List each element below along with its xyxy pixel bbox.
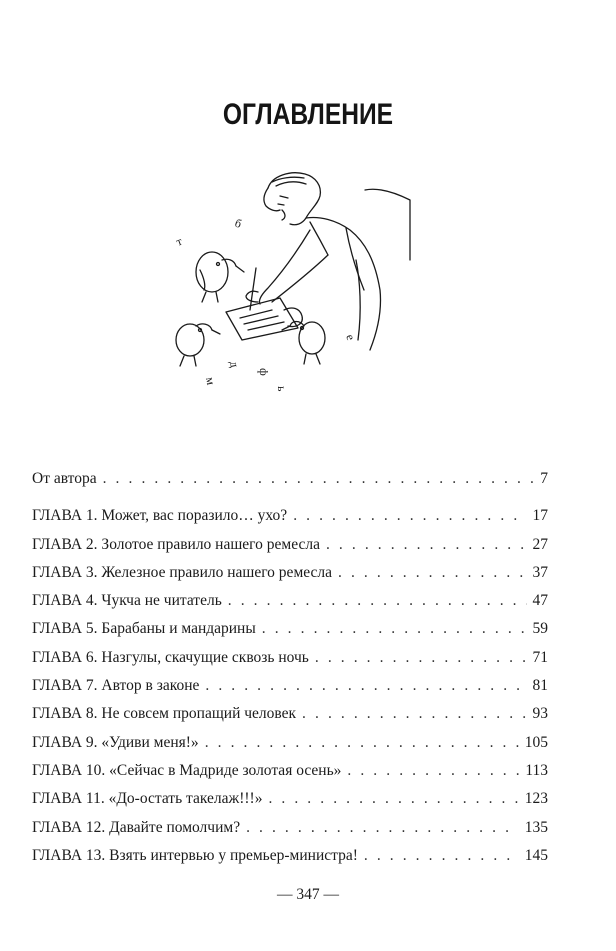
writer-with-birds-illustration: [160, 160, 420, 400]
toc-leader-dots: [364, 842, 519, 870]
toc-entry[interactable]: [32, 559, 548, 587]
toc-leader-dots: [293, 502, 526, 530]
letter-soft-sign: ь: [275, 386, 289, 392]
toc-leader-dots: [103, 465, 535, 493]
letter-te: т: [174, 233, 184, 249]
toc-entry-title: От автора: [32, 470, 97, 487]
toc-entry-title: ГЛАВА 12. Давайте помолчим?: [32, 818, 241, 836]
toc-entry-title: ГЛАВА 3. Железное правило нашего ремесла: [32, 563, 333, 581]
toc-entry-page: 123: [524, 790, 548, 808]
toc-leader-dots: [338, 559, 526, 587]
toc-entry-page: 17: [532, 507, 548, 525]
toc-entry-title: ГЛАВА 6. Назгулы, скачущие сквозь ночь: [32, 648, 309, 666]
toc-entry-title: ГЛАВА 7. Автор в законе: [32, 677, 200, 695]
toc-entry-page: 71: [532, 648, 548, 666]
toc-entry-title: ГЛАВА 2. Золотое правило нашего ремесла: [32, 535, 320, 553]
toc-leader-dots: [315, 644, 527, 672]
toc-entry-title: ГЛАВА 5. Барабаны и мандарины: [32, 620, 256, 638]
toc-entry-page: 59: [532, 620, 548, 638]
letter-ef: ф: [257, 368, 271, 376]
toc-entry[interactable]: [32, 672, 548, 700]
toc-entry-title: ГЛАВА 11. «До-остать такелаж!!!»: [32, 790, 263, 808]
toc-leader-dots: [268, 785, 518, 813]
toc-entry-title: ГЛАВА 8. Не совсем пропащий человек: [32, 705, 297, 723]
toc-entry[interactable]: [32, 785, 548, 813]
table-of-contents: [32, 465, 548, 870]
toc-entry[interactable]: [32, 644, 548, 672]
toc-entry-page: 105: [524, 733, 548, 751]
toc-entry-title: ГЛАВА 4. Чукча не читатель: [32, 592, 222, 610]
toc-leader-dots: [205, 672, 526, 700]
toc-entry-page: 47: [532, 592, 548, 610]
toc-entry-page: 27: [532, 535, 548, 553]
toc-entry[interactable]: [32, 531, 548, 559]
toc-leader-dots: [262, 615, 527, 643]
page-number: — 347 —: [277, 886, 339, 903]
toc-entry-page: 113: [525, 761, 548, 779]
toc-leader-dots: [326, 531, 527, 559]
toc-leader-dots: [228, 587, 527, 615]
toc-entry[interactable]: [32, 842, 548, 870]
toc-entry[interactable]: [32, 502, 548, 530]
toc-entry[interactable]: [32, 757, 548, 785]
toc-entry[interactable]: [32, 729, 548, 757]
toc-entry-page: 37: [532, 563, 548, 581]
toc-entry[interactable]: [32, 700, 548, 728]
toc-entry-page: 145: [524, 846, 548, 864]
letter-de: д: [227, 360, 242, 369]
toc-entry-title: ГЛАВА 10. «Сейчас в Мадриде золотая осень»: [32, 761, 342, 779]
letter-em: м: [203, 376, 219, 386]
toc-entry-page: 135: [524, 818, 548, 836]
toc-entry[interactable]: [32, 587, 548, 615]
toc-entry-title: ГЛАВА 13. Взять интервью у премьер-министра!: [32, 846, 358, 864]
toc-entry-page: 7: [540, 470, 548, 487]
toc-entry[interactable]: [32, 465, 548, 493]
toc-leader-dots: [205, 729, 519, 757]
toc-entry-title: ГЛАВА 9. «Удиви меня!»: [32, 733, 199, 751]
letter-ye: е: [343, 332, 359, 343]
toc-leader-dots: [302, 700, 526, 728]
toc-entry[interactable]: [32, 814, 548, 842]
letter-be: б: [232, 215, 244, 231]
toc-entry[interactable]: [32, 615, 548, 643]
toc-entry-page: 93: [532, 705, 548, 723]
toc-leader-dots: [246, 814, 519, 842]
page-title: ОГЛАВЛЕНИЕ: [222, 98, 394, 131]
toc-leader-dots: [347, 757, 519, 785]
toc-entry-page: 81: [532, 677, 548, 695]
toc-entry-title: ГЛАВА 1. Может, вас поразило… ухо?: [32, 507, 288, 525]
